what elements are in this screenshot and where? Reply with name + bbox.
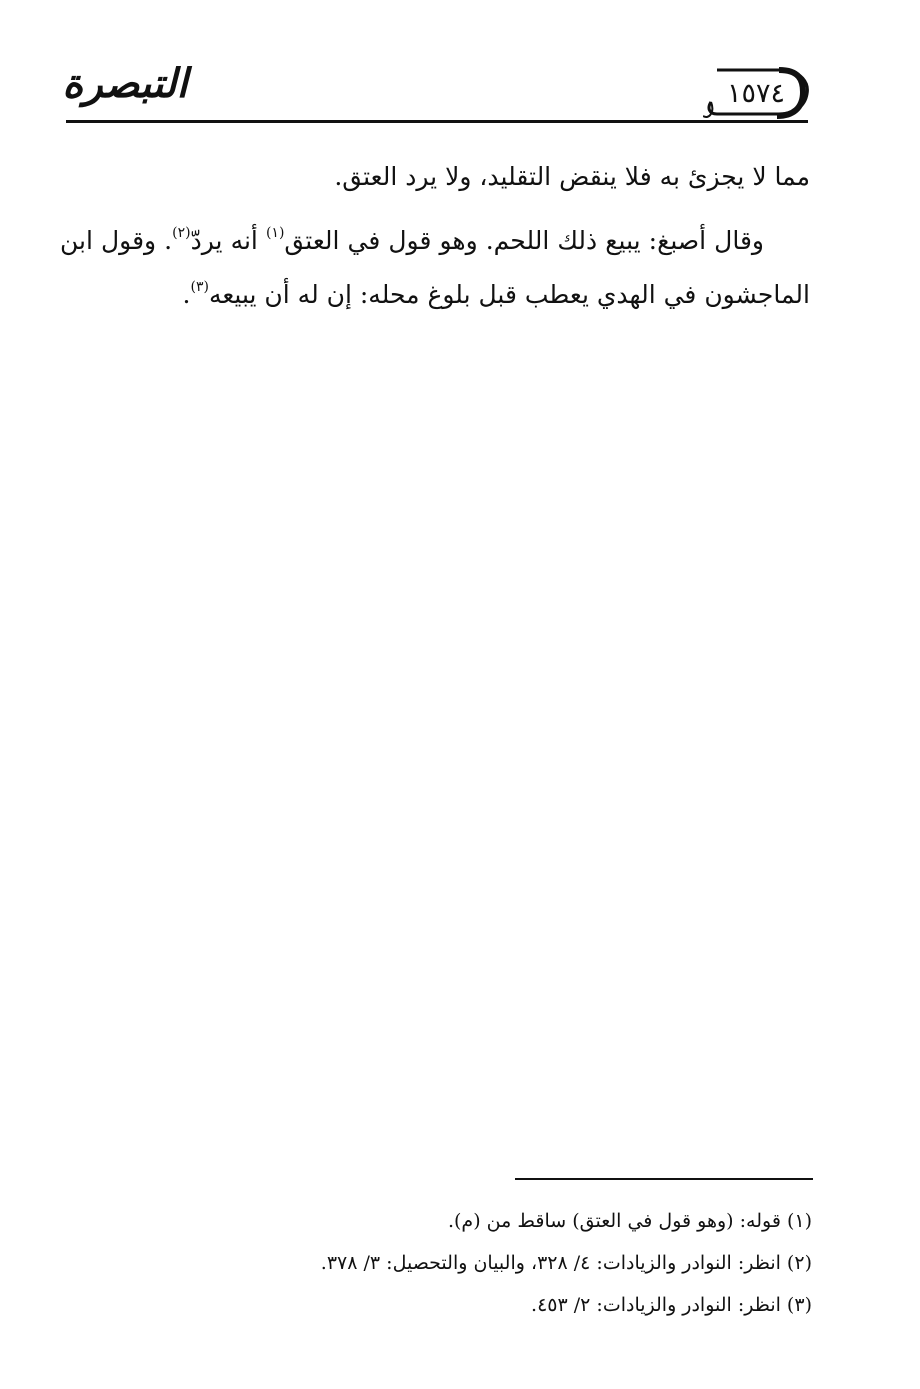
footnote-ref-2[interactable]: (٢) (172, 225, 191, 241)
footnote-ref-3[interactable]: (٣) (190, 279, 209, 295)
footnote-1: (١) قوله: (وهو قول في العتق) ساقط من (م). (447, 1210, 812, 1232)
paragraph-2-text-b: أنه يردّ (190, 226, 266, 255)
main-text (60, 150, 810, 332)
footnote-2: (٢) انظر: النوادر والزيادات: ٤/ ٣٢٨، والبيان والتحصيل: ٣/ ٣٧٨. (320, 1252, 812, 1274)
page-number-badge (703, 64, 811, 122)
page-header (0, 0, 920, 140)
footnote-divider (515, 1178, 813, 1180)
header-divider (66, 120, 808, 123)
paragraph-2 (60, 214, 810, 322)
paragraph-2-text-a: وقال أصبغ: يبيع ذلك اللحم. وهو قول في العتق (284, 226, 764, 255)
page-number: ١٥٧٤ (726, 78, 785, 109)
paragraph-1-text: مما لا يجزئ به فلا ينقض التقليد، ولا يرد العتق. (334, 162, 810, 191)
paragraph-2-text-c: . وقول ابن الماجشون في الهدي يعطب قبل بلوغ محله: إن له أن يبيعه (60, 226, 810, 309)
footnote-3: (٣) انظر: النوادر والزيادات: ٢/ ٤٥٣. (531, 1294, 812, 1316)
footnotes (60, 1200, 812, 1326)
paragraph-2-end: . (182, 280, 191, 309)
paragraph-1 (60, 150, 810, 204)
book-title-calligraphy: التبصرة (62, 60, 188, 107)
footnote-ref-1[interactable]: (١) (265, 225, 285, 241)
